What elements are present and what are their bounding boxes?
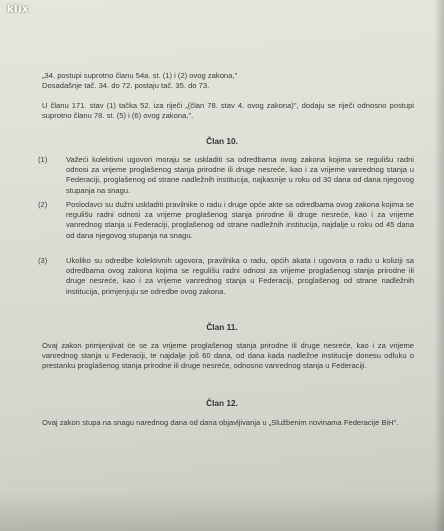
intro-line-1: „34. postupi suprotno članu 54a. st. (1) i (2) ovog zakona," (42, 71, 238, 80)
page-edge-shadow (434, 0, 444, 531)
clan-10-heading: Član 10. (206, 136, 238, 146)
klix-watermark-logo: klix (7, 4, 29, 15)
item-text: Poslodavci su dužni uskladiti pravilnike o radu i druge opće akte sa odredbama ovog zakona kojima se regulišu radni odnosi za vrijeme proglašenog stanja prirodne ili druge nesreće, kao i za vrijeme vanrednog stanja u Federaciji, proglašenog od strane nadležnih institucija, najdalje u roku od 45 dana od dana njegovog stupanja na snagu. (66, 200, 414, 240)
item-number: (3) (38, 256, 48, 265)
clan-10-item-1 (38, 155, 416, 197)
item-number: (1) (38, 155, 48, 164)
clan-12-heading: Član 12. (206, 398, 238, 408)
clan-11-heading: Član 11. (206, 322, 238, 332)
item-number: (2) (38, 200, 48, 209)
clan-10-item-2 (38, 200, 416, 252)
intro-line-2: Dosadašnje tač. 34. do 72. postaju tač. 35. do 73. (42, 81, 210, 90)
clan-10-item-3 (38, 256, 416, 308)
item-text: Važeći kolektivni ugovori moraju se uskladiti sa odredbama ovog zakona kojima se regulišu radni odnosi za vrijeme proglašenog stanja prirodne ili druge nesreće, kao i za vrijeme vanrednog stanja u Federaciji, proglašenog od strane nadležnih institucija, najkasnije u roku od 30 dana od dana njegovog stupanja na snagu. (66, 155, 414, 195)
amendment-paragraph: U članu 171. stav (1) tačka 52. iza riječi „(član 78. stav 4. ovog zakona)", dodaju se riječi odnosno postupi suprotno članu 78. st. (5) i (6) ovog zakona,". (42, 101, 414, 121)
item-text: Ukoliko su odredbe kolektivnih ugovora, pravilnika o radu, općih akata i ugovora o radu u koliziji sa odredbama ovog zakona kojima se regulišu radni odnosi za vrijeme proglašenog stanja prirodne ili druge nesreće, kao i za vrijeme vanrednog stanja u Federaciji, proglašenog od strane nadležnih institucija, primjenjuju se odredbe ovog zakona. (66, 256, 414, 296)
page-bottom-shade (0, 491, 444, 531)
clan-11-paragraph: Ovaj zakon primjenjivat će se za vrijeme proglašenog stanja prirodne ili druge nesreće, kao i za vrijeme vanrednog stanja u Federaciji, te najdalje još 60 dana, od dana kada nadležne institucije donesu odluku o prestanku proglašenog stanja prirodne ili druge nesreće, odnosno vanrednog stanja u Federaciji. (42, 341, 414, 371)
clan-12-paragraph: Ovaj zakon stupa na snagu narednog dana od dana objavljivanja u „Službenim novinama Federacije BiH". (42, 418, 399, 427)
